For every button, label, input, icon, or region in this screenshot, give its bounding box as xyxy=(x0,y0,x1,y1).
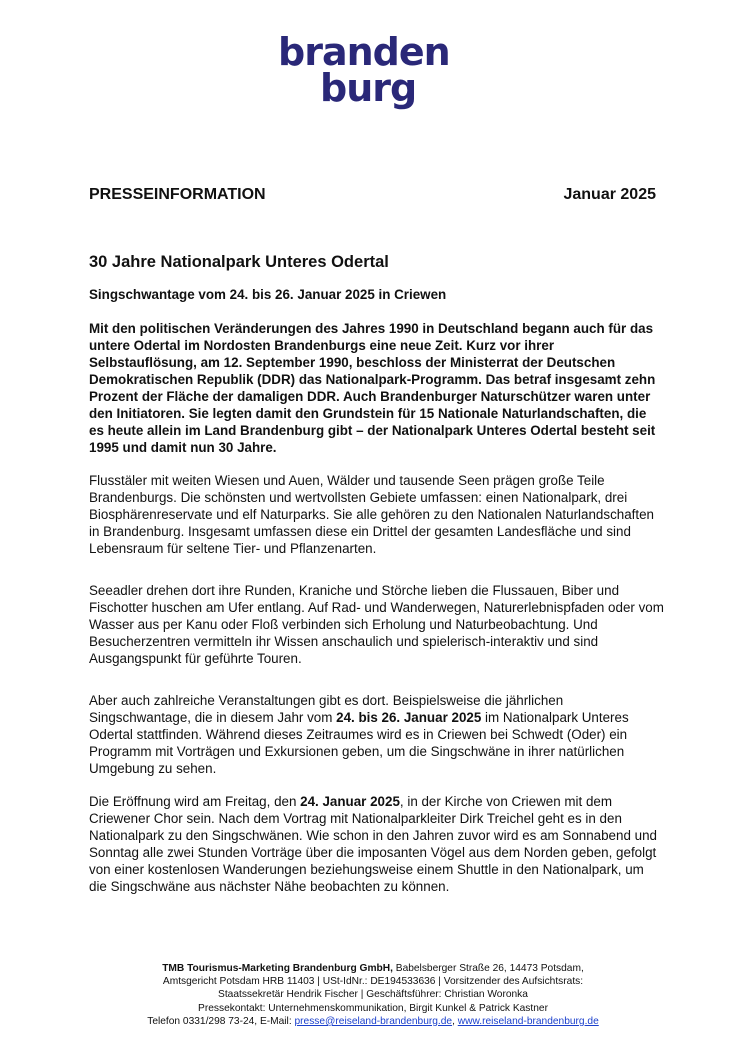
page-subtitle: Singschwantage vom 24. bis 26. Januar 2025 in Criewen xyxy=(89,287,447,302)
footer-line-1 xyxy=(60,962,686,975)
logo-line-1: branden xyxy=(278,30,450,74)
press-info-label: PRESSEINFORMATION xyxy=(89,186,266,203)
brandenburg-logo xyxy=(278,30,468,114)
p3-text-a: Aber auch zahlreiche Veranstaltungen gibt es dort. Beispielsweise die jährlichen Singschwantage, die in diesem Jahr vom xyxy=(89,693,564,725)
footer-phone: Telefon 0331/298 73-24, E-Mail: xyxy=(147,1015,295,1027)
p4-text-a: Die Eröffnung wird am Freitag, den xyxy=(89,794,301,809)
p4-date: 24. Januar 2025 xyxy=(300,794,400,809)
footer-line-3: Staatssekretär Hendrik Fischer | Geschäftsführer: Christian Woronka xyxy=(218,989,528,1001)
press-date: Januar 2025 xyxy=(563,186,656,203)
p3-date-range: 24. bis 26. Januar 2025 xyxy=(336,710,482,725)
page-title: 30 Jahre Nationalpark Unteres Odertal xyxy=(89,253,389,271)
footer-address: Babelsberger Straße 26, 14473 Potsdam, xyxy=(392,963,584,974)
website-link[interactable]: www.reiseland-brandenburg.de xyxy=(457,1015,599,1027)
lead-paragraph: Mit den politischen Veränderungen des Jahres 1990 in Deutschland begann auch für das untere Odertal im Nordosten Brandenburgs eine neue Zeit. Kurz vor ihrer Selbstauflösung, am 12. September 1990, beschloss der Ministerrat der Deutschen Demokratischen Republik (DDR) das Nationalpark-Programm. Das betraf insgesamt zehn Prozent der Fläche der damaligen DDR. Auch Brandenburger Naturschützer waren unter den Initiatoren. Sie legten damit den Grundstein für 15 Nationale Naturlandschaften, die es heute allein im Land Brandenburg gibt – der Nationalpark Unteres Odertal besteht seit 1995 und damit nun 30 Jahre. xyxy=(89,321,656,455)
body-paragraph-3 xyxy=(89,692,664,777)
footer-separator: , xyxy=(452,1015,458,1027)
email-link[interactable]: presse@reiseland-brandenburg.de xyxy=(294,1015,453,1027)
footer xyxy=(60,962,686,1028)
footer-line-5 xyxy=(60,1015,686,1028)
p4-text-c: , in der Kirche von Criewen mit dem Criewener Chor sein. Nach dem Vortrag mit Nationalparkleiter Dirk Treichel geht es in den Nationalpark zu den Singschwänen. Wie schon in den Jahren zuvor wird es am Sonnabend und Sonntag alle zwei Stunden Vorträge über die imposanten Vögel aus dem Norden geben, gefolgt von einer kostenlosen Wanderungen beziehungsweise einem Shuttle in den Nationalpark, um die Singschwäne aus nächster Nähe beobachten zu können. xyxy=(89,794,657,894)
p3-text-c: im Nationalpark Unteres Odertal stattfinden. Während dieses Zeitraumes wird es in Criewen bei Schwedt (Oder) ein Programm mit Vorträgen und Exkursionen geben, um die Singschwäne in ihrer natürlichen Umgebung zu sehen. xyxy=(89,710,629,776)
body-paragraph-4 xyxy=(89,793,664,895)
body-paragraph-2: Seeadler drehen dort ihre Runden, Kraniche und Störche lieben die Flussauen, Biber und Fischotter huschen am Ufer entlang. Auf Rad- und Wanderwegen, Naturerlebnispfaden oder vom Wasser aus per Kanu oder Floß verbinden sich Erholung und Naturbeobachtung. Und Besucherzentren vermitteln ihr Wissen anschaulich und spielerisch-interaktiv und sind Ausgangspunkt für geführte Touren. xyxy=(89,583,664,666)
footer-line-2: Amtsgericht Potsdam HRB 11403 | USt-IdNr.: DE194533636 | Vorsitzender des Aufsichtsrats: xyxy=(162,976,584,988)
footer-line-4: Pressekontakt: Unternehmenskommunikation, Birgit Kunkel & Patrick Kastner xyxy=(198,1002,548,1014)
footer-company: TMB Tourismus-Marketing Brandenburg GmbH, xyxy=(162,963,393,974)
logo-line-2: burg xyxy=(320,66,417,110)
body-paragraph-1: Flusstäler mit weiten Wiesen und Auen, Wälder und tausende Seen prägen große Teile Brandenburgs. Die schönsten und wertvollsten Gebiete umfassen: einen Nationalpark, drei Biosphärenreservate und elf Naturparks. Sie alle gehören zu den Nationalen Naturlandschaften in Brandenburg. Insgesamt umfassen diese ein Drittel der gesamten Landesfläche und sind Lebensraum für seltene Tier- und Pflanzenarten. xyxy=(89,473,654,556)
